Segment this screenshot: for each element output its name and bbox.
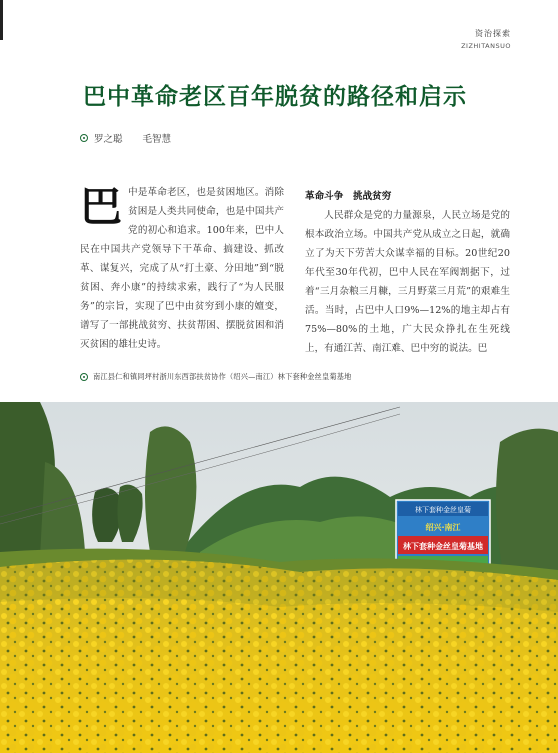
intro-column bbox=[80, 183, 284, 354]
page-edge-marker bbox=[0, 0, 3, 40]
drop-cap: 巴 bbox=[80, 182, 123, 231]
bullet-icon bbox=[80, 134, 88, 142]
photo-caption-text: 南江县仁和镇同坪村浙川东西部扶贫协作（绍兴—南江）林下套种金丝皇菊基地 bbox=[93, 372, 352, 381]
photo-caption bbox=[80, 372, 352, 382]
bullet-icon bbox=[80, 373, 88, 381]
section-subheading: 革命斗争 挑战贫穷 bbox=[305, 191, 392, 202]
author-name: 毛智慧 bbox=[142, 134, 172, 145]
section-header bbox=[461, 28, 511, 50]
billboard-text-top: 林下套种金丝皇菊 bbox=[415, 506, 471, 514]
article-authors bbox=[80, 131, 171, 145]
chrysanthemum-field-photo bbox=[0, 402, 558, 753]
intro-paragraph: 中是革命老区，也是贫困地区。消除贫困是人类共同使命，也是中国共产党的初心和追求。100年来，巴中人民在中国共产党领导下干革命、搞建设、抓改革、谋复兴，完成了从“打土豪、分田地”到“脱贫困、奔小康”的持续求索，践行了“为人民服务”的宗旨，实现了巴中由贫穷到小康的嬗变，谱写了一部挑战贫穷、扶贫帮困、摆脱贫困和消灭贫困的雄壮史诗。 bbox=[80, 187, 284, 350]
section-title: 资治探索 bbox=[475, 29, 511, 38]
body-column bbox=[305, 187, 510, 358]
article-title: 巴中革命老区百年脱贫的路径和启示 bbox=[83, 84, 467, 110]
billboard-text-mid: 绍兴·南江 bbox=[425, 523, 461, 532]
section-subtitle: ZIZHITANSUO bbox=[461, 42, 511, 50]
billboard-text-bottom: 林下套种金丝皇菊基地 bbox=[403, 542, 483, 551]
author-name: 罗之聪 bbox=[94, 134, 123, 145]
body-paragraph: 人民群众是党的力量源泉，人民立场是党的根本政治立场。中国共产党从成立之日起，就确立了为天下劳苦大众谋幸福的目标。20世纪20年代至30年代初，巴中人民在军阀割据下，过着“三月杂粮三月糠，三月野菜三月荒”的艰难生活。当时，占巴中人口9%—12%的地主却占有75%—80%的土地，广大民众挣扎在生死线上，有通江苦、南江难、巴中穷的说法。巴 bbox=[305, 210, 510, 354]
